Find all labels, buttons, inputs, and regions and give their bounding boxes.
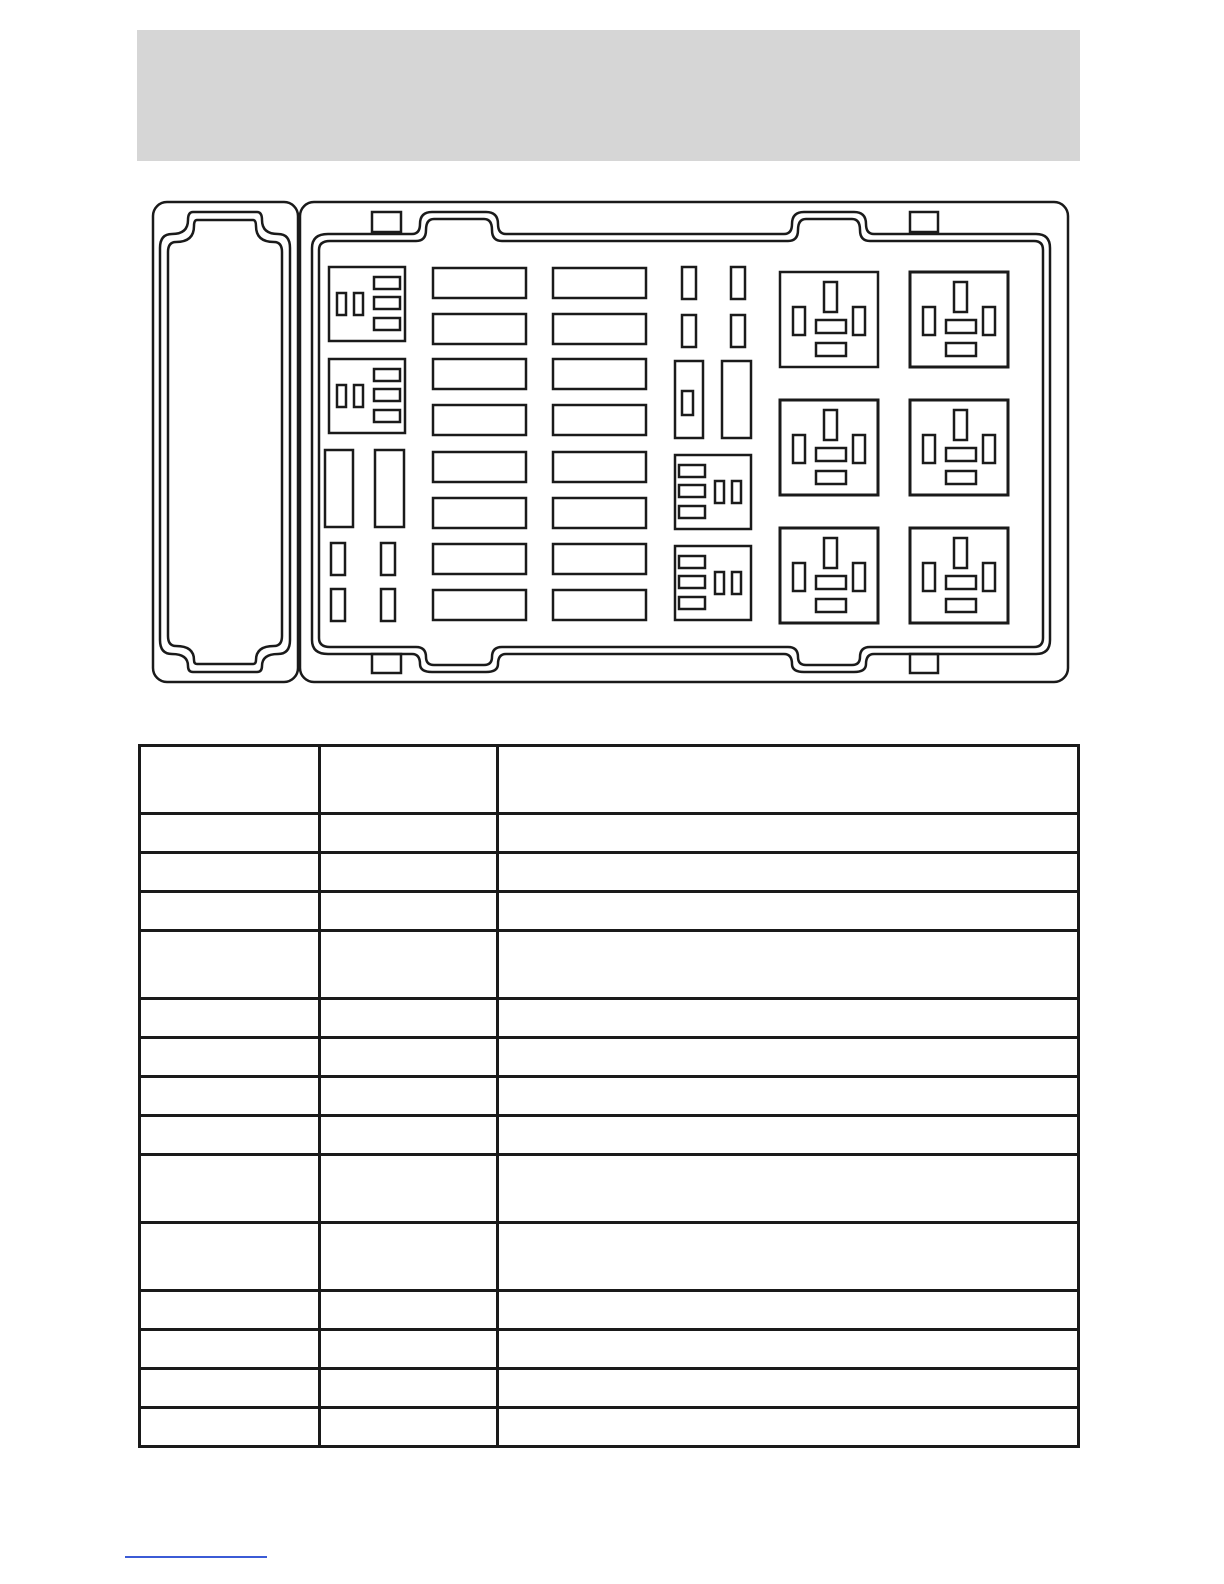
- fuse-cartridge: [553, 452, 646, 482]
- relay-pin: [954, 282, 967, 312]
- fuse-maxi: [325, 450, 353, 527]
- fuse-cartridge: [433, 405, 526, 435]
- fuse-mini: [381, 589, 395, 621]
- table-header-cell: [140, 746, 320, 814]
- fuse-cartridge: [433, 544, 526, 574]
- table-cell: [498, 892, 1079, 931]
- table-row: [140, 1223, 1079, 1291]
- table-cell: [140, 853, 320, 892]
- table-cell: [140, 892, 320, 931]
- table-cell: [320, 1291, 498, 1330]
- table-cell: [140, 1408, 320, 1447]
- table-cell: [320, 1116, 498, 1155]
- fuse-cartridge: [553, 590, 646, 620]
- fuse-cartridge: [433, 359, 526, 389]
- relay-pin: [374, 318, 400, 330]
- table-cell: [498, 1223, 1079, 1291]
- relay-pin: [816, 343, 846, 356]
- relay-pin: [715, 572, 724, 594]
- relay-pin: [732, 481, 741, 503]
- table-cell: [498, 1155, 1079, 1223]
- fuse-mini: [331, 589, 345, 621]
- relay-pin: [954, 410, 967, 440]
- table-cell: [320, 1369, 498, 1408]
- relay-pin: [374, 277, 400, 289]
- fuse-maxi: [722, 361, 751, 438]
- fuse-mini: [381, 543, 395, 575]
- table-cell: [140, 1155, 320, 1223]
- fuse-box-tab: [910, 212, 938, 232]
- table-cell: [498, 1291, 1079, 1330]
- relay-pin: [793, 563, 805, 591]
- fuse-mini: [731, 267, 745, 299]
- fuse-maxi: [375, 450, 404, 527]
- relay-pin: [946, 599, 976, 612]
- table-cell: [320, 1223, 498, 1291]
- table-cell: [498, 1077, 1079, 1116]
- relay-pin: [853, 563, 865, 591]
- relay-pin: [679, 485, 705, 497]
- table-cell: [320, 1077, 498, 1116]
- fuse-cartridge: [553, 268, 646, 298]
- table-row: [140, 853, 1079, 892]
- table-row: [140, 931, 1079, 999]
- relay-pin: [946, 343, 976, 356]
- table-cell: [320, 814, 498, 853]
- table-cell: [140, 931, 320, 999]
- fuse-box-tab: [372, 654, 401, 673]
- relay-pin: [337, 293, 346, 315]
- table-row: [140, 1077, 1079, 1116]
- relay-pin: [715, 481, 724, 503]
- relay-pin: [954, 538, 967, 568]
- fuse-cartridge: [433, 268, 526, 298]
- relay-pin: [816, 599, 846, 612]
- relay-pin: [946, 320, 976, 333]
- relay-pin: [354, 385, 363, 407]
- fuse-box-left-cover-inner: [160, 212, 290, 672]
- relay-pin: [923, 563, 935, 591]
- table-cell: [498, 1408, 1079, 1447]
- table-cell: [320, 892, 498, 931]
- relay-pin: [374, 389, 400, 401]
- table-cell: [140, 1223, 320, 1291]
- fuse-mini: [331, 543, 345, 575]
- table-cell: [320, 853, 498, 892]
- table-cell: [498, 931, 1079, 999]
- relay-pin: [816, 576, 846, 589]
- table-cell: [498, 1038, 1079, 1077]
- table-row: [140, 1155, 1079, 1223]
- relay-pin: [946, 448, 976, 461]
- fuse-cartridge: [553, 498, 646, 528]
- table-row: [140, 1116, 1079, 1155]
- relay-pin: [816, 448, 846, 461]
- table-cell: [498, 999, 1079, 1038]
- relay-pin: [732, 572, 741, 594]
- table-row: [140, 1291, 1079, 1330]
- fuse-mini: [731, 315, 745, 347]
- relay-pin: [946, 471, 976, 484]
- relay-pin: [824, 282, 837, 312]
- table-header-row: [140, 746, 1079, 814]
- relay-pin: [946, 576, 976, 589]
- relay-pin: [853, 435, 865, 463]
- relay-pin: [679, 506, 705, 518]
- relay-pin: [337, 385, 346, 407]
- relay-pin: [679, 465, 705, 477]
- table-cell: [140, 1038, 320, 1077]
- relay-pin: [816, 471, 846, 484]
- table-cell: [140, 999, 320, 1038]
- fuse-cartridge: [553, 544, 646, 574]
- table-cell: [140, 1077, 320, 1116]
- fuse-mini: [682, 267, 696, 299]
- table-header-cell: [498, 746, 1079, 814]
- fuse-cartridge: [433, 314, 526, 344]
- fuse-maxi-blade: [682, 391, 693, 415]
- table-row: [140, 814, 1079, 853]
- footer-link[interactable]: [125, 1556, 267, 1558]
- relay-pin: [793, 435, 805, 463]
- relay-pin: [923, 307, 935, 335]
- table-row: [140, 1408, 1079, 1447]
- fuse-box-tab: [372, 212, 401, 232]
- fuse-cartridge: [433, 452, 526, 482]
- table-cell: [498, 1330, 1079, 1369]
- table-cell: [498, 1369, 1079, 1408]
- fuse-box-left-cover-inner-2: [168, 220, 282, 664]
- fuse-box-left-cover: [153, 202, 298, 682]
- fuse-mini: [682, 315, 696, 347]
- table-cell: [140, 1116, 320, 1155]
- relay-pin: [983, 435, 995, 463]
- relay-pin: [374, 297, 400, 309]
- table-row: [140, 1330, 1079, 1369]
- relay-pin: [679, 597, 705, 609]
- relay-pin: [679, 556, 705, 568]
- table-cell: [140, 1330, 320, 1369]
- relay-pin: [983, 307, 995, 335]
- fuse-cartridge: [433, 590, 526, 620]
- fuse-box-diagram: [0, 0, 1224, 700]
- fuse-box-tab: [910, 654, 938, 673]
- relay-pin: [816, 320, 846, 333]
- fuse-cartridge: [433, 498, 526, 528]
- table-cell: [140, 1291, 320, 1330]
- table-cell: [320, 1155, 498, 1223]
- table-cell: [498, 1116, 1079, 1155]
- relay-pin: [793, 307, 805, 335]
- fuse-maxi: [675, 361, 703, 438]
- relay-pin: [983, 563, 995, 591]
- relay-pin: [824, 410, 837, 440]
- table-row: [140, 1038, 1079, 1077]
- relay-pin: [374, 369, 400, 381]
- relay-pin: [374, 410, 400, 422]
- table-cell: [320, 1408, 498, 1447]
- relay-pin: [824, 538, 837, 568]
- table-row: [140, 999, 1079, 1038]
- relay-pin: [679, 576, 705, 588]
- relay-pin: [853, 307, 865, 335]
- table-cell: [498, 814, 1079, 853]
- relay-pin: [923, 435, 935, 463]
- fuse-cartridge: [553, 405, 646, 435]
- table-row: [140, 1369, 1079, 1408]
- table-cell: [140, 814, 320, 853]
- table-cell: [320, 999, 498, 1038]
- table-row: [140, 892, 1079, 931]
- fuse-cartridge: [553, 314, 646, 344]
- relay-pin: [354, 293, 363, 315]
- fuse-cartridge: [553, 359, 646, 389]
- table-cell: [320, 931, 498, 999]
- table-cell: [320, 1038, 498, 1077]
- table-header-cell: [320, 746, 498, 814]
- table-cell: [140, 1369, 320, 1408]
- fuse-table: [138, 744, 1080, 1448]
- table-cell: [498, 853, 1079, 892]
- table-cell: [320, 1330, 498, 1369]
